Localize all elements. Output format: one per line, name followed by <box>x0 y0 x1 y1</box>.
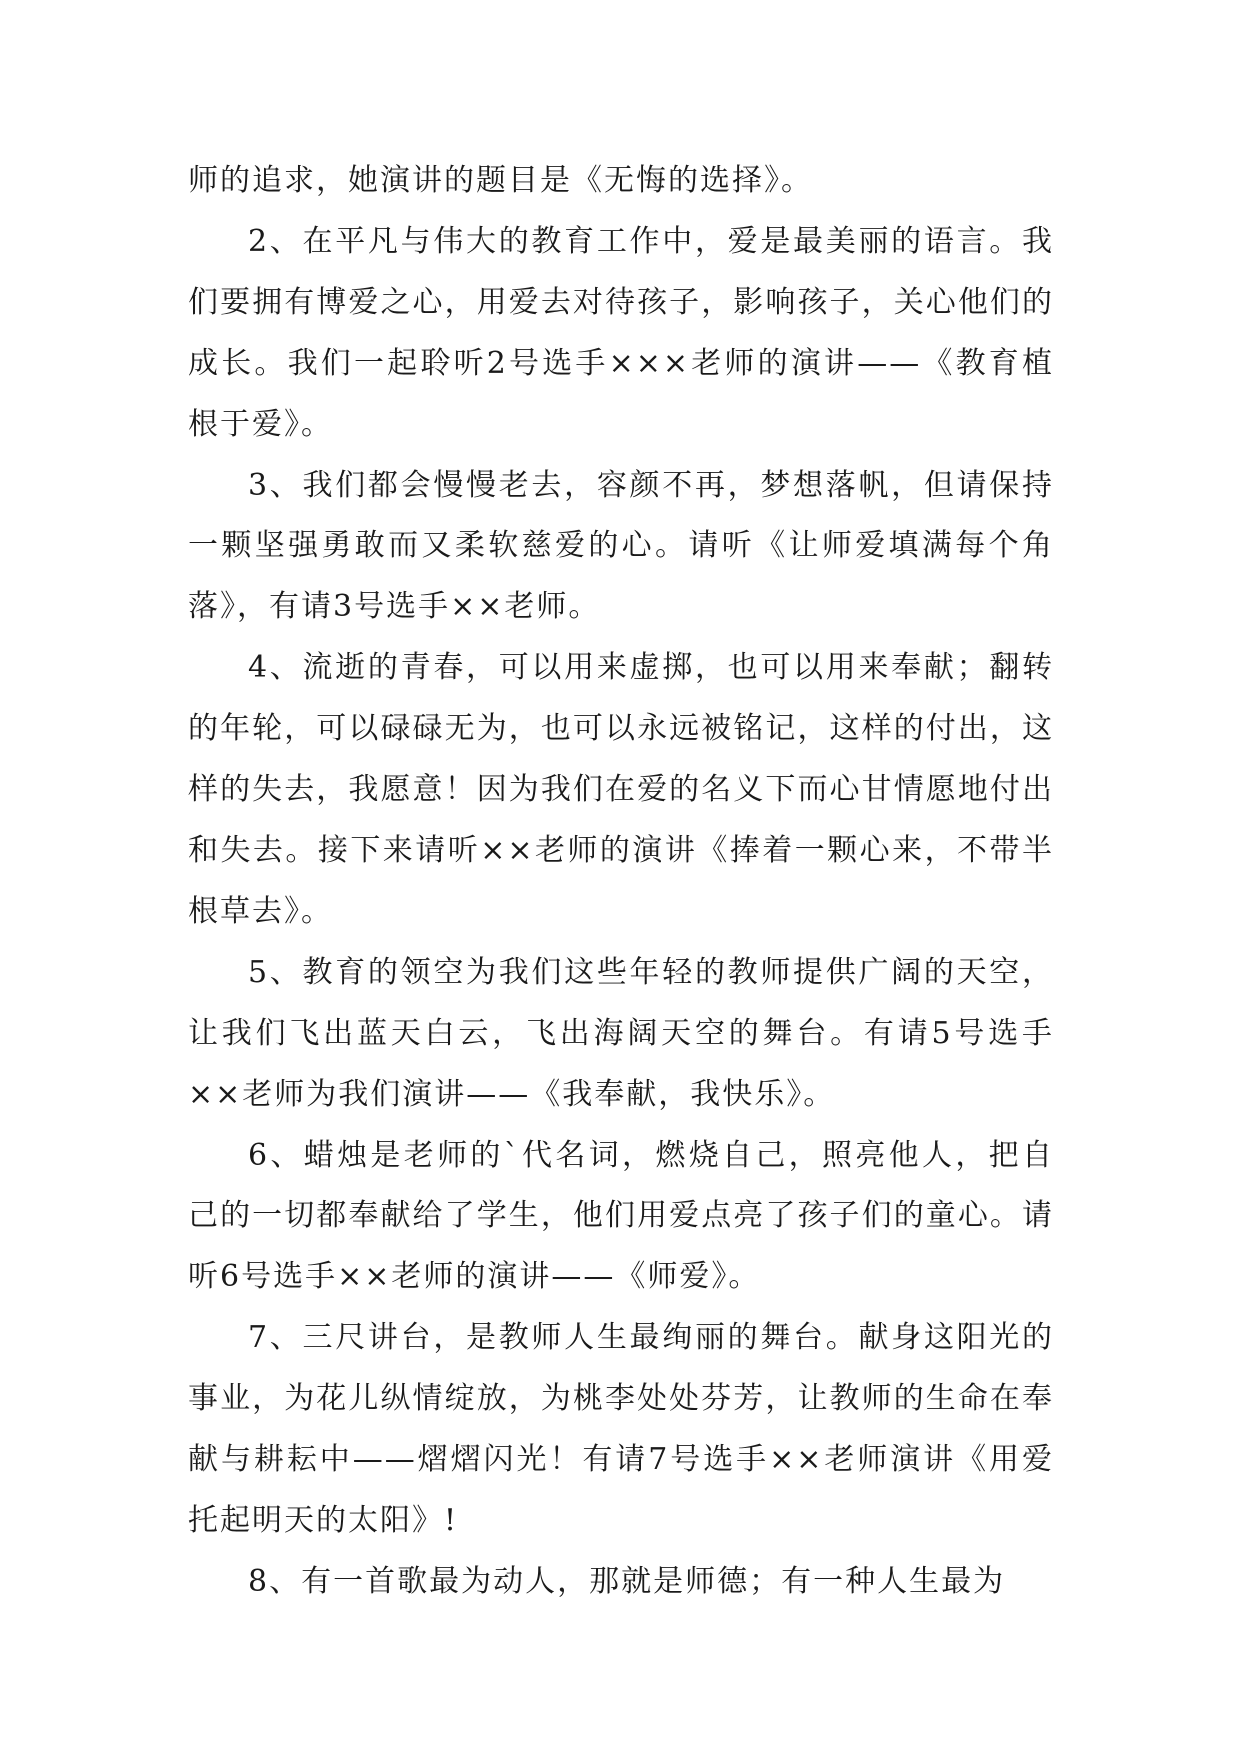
paragraph-item-8: 8、有一首歌最为动人，那就是师德；有一种人生最为 <box>248 1563 1006 1599</box>
paragraph-item-2: 2、在平凡与伟大的教育工作中，爱是最美丽的语言。我们要拥有博爱之心，用爱去对待孩子，影响孩子，关心他们的成长。我们一起聆听2号选手×××老师的演讲——《教育植根于爱》。 <box>188 223 1054 442</box>
paragraph-item-3: 3、我们都会慢慢老去，容颜不再，梦想落帆，但请保持一颗坚强勇敢而又柔软慈爱的心。请听《让师爱填满每个角落》，有请3号选手××老师。 <box>188 467 1054 625</box>
paragraph-item-7: 7、三尺讲台，是教师人生最绚丽的舞台。献身这阳光的事业，为花儿纵情绽放，为桃李处处芬芳，让教师的生命在奉献与耕耘中——熠熠闪光！有请7号选手××老师演讲《用爱托起明天的太阳》! <box>188 1320 1054 1538</box>
paragraph-item-4: 4、流逝的青春，可以用来虚掷，也可以用来奉献；翻转的年轮，可以碌碌无为，也可以永远被铭记，这样的付出，这样的失去，我愿意！因为我们在爱的名义下而心甘情愿地付出和失去。接下来请听××老师的演讲《捧着一颗心来，不带半根草去》。 <box>188 650 1054 929</box>
paragraph-item-5: 5、教育的领空为我们这些年轻的教师提供广阔的天空，让我们飞出蓝天白云，飞出海阔天空的舞台。有请5号选手××老师为我们演讲——《我奉献，我快乐》。 <box>188 954 1054 1112</box>
document-body <box>188 151 1054 1613</box>
paragraph-continuation: 师的追求，她演讲的题目是《无悔的选择》。 <box>188 163 813 198</box>
paragraph-item-6: 6、蜡烛是老师的`代名词，燃烧自己，照亮他人，把自己的一切都奉献给了学生，他们用爱点亮了孩子们的童心。请听6号选手××老师的演讲——《师爱》。 <box>188 1137 1054 1295</box>
